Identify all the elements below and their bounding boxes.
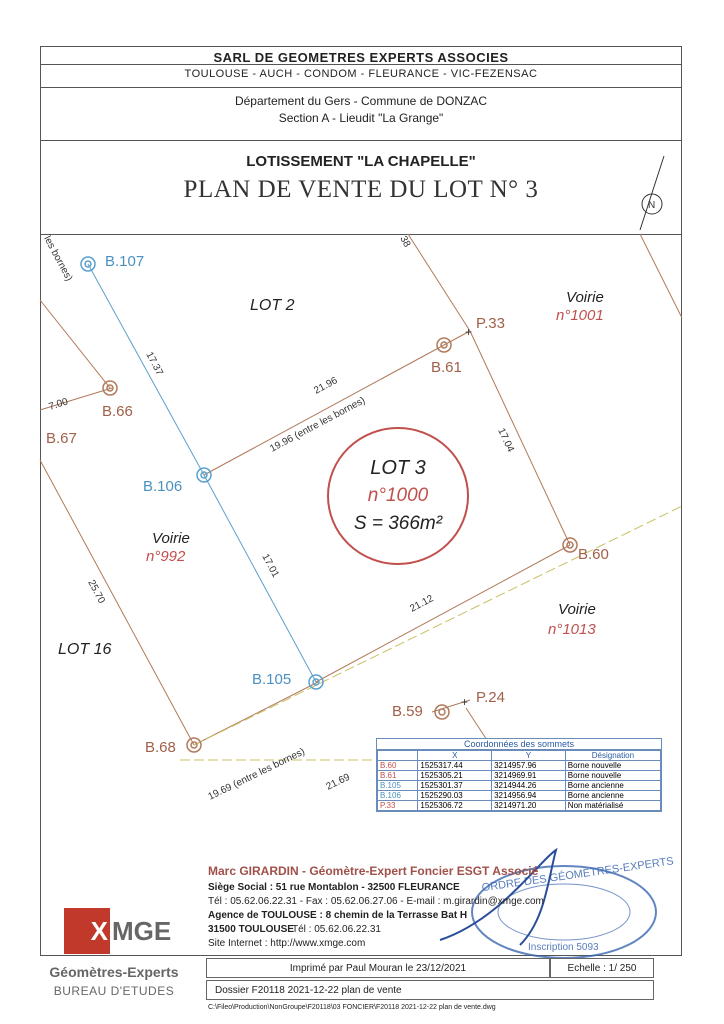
voirie-label: Voirie <box>152 530 190 547</box>
dim-2570: 25.70 <box>85 578 107 606</box>
voirie-label: Voirie <box>558 601 596 618</box>
point-p33: P.33 <box>476 315 505 332</box>
printed-box: Imprimé par Paul Mouran le 23/12/2021 <box>206 958 550 978</box>
lot2-label: LOT 2 <box>250 297 295 314</box>
coordinates-title: Coordonnées des sommets <box>377 739 661 750</box>
dim-1737: 17.37 <box>143 350 165 378</box>
coord-point: B.106 <box>378 791 418 801</box>
dim-bornes: les bornes) <box>41 234 75 284</box>
coord-designation: Borne nouvelle <box>565 761 660 771</box>
table-row <box>378 781 661 791</box>
lot3-title: LOT 3 <box>370 457 426 479</box>
coord-x: 1525305.21 <box>418 771 492 781</box>
dim-1704: 17.04 <box>495 426 516 454</box>
coord-x: 1525317.44 <box>418 761 492 771</box>
dim-1701: 17.01 <box>259 552 281 580</box>
coord-point: B.105 <box>378 781 418 791</box>
coord-y: 3214969.91 <box>492 771 566 781</box>
dim-2169: 21.69 <box>324 771 352 793</box>
point-b66: B.66 <box>102 403 133 420</box>
table-row <box>378 761 661 771</box>
lot3-area: S = 366m² <box>353 513 443 534</box>
point-b68: B.68 <box>145 739 176 756</box>
voirie-992: n°992 <box>146 548 186 565</box>
coord-header: Désignation <box>565 751 660 761</box>
coord-designation: Borne ancienne <box>565 791 660 801</box>
point-b67: B.67 <box>46 430 77 447</box>
file-path: C:\Fileo\Production\NonGroupe\F20118\03 FONCIER\F20118 2021-12-22 plan de vente.dwg <box>208 1004 496 1011</box>
firm-name: SARL DE GEOMETRES EXPERTS ASSOCIES <box>213 50 509 65</box>
dim-1969: 19.69 (entre les bornes) <box>206 746 307 803</box>
svg-text:+: + <box>461 695 469 709</box>
coord-x: 1525301.37 <box>418 781 492 791</box>
coord-header: X <box>418 751 492 761</box>
north-label: N <box>648 200 656 211</box>
stamp-text: ORDRE DES GÉOMÈTRES-EXPERTS <box>481 855 675 895</box>
coord-designation: Borne ancienne <box>565 781 660 791</box>
coord-y: 3214944.26 <box>492 781 566 791</box>
site-line: Site Internet : http://www.xmge.com <box>208 938 366 949</box>
plan-title: PLAN DE VENTE DU LOT N° 3 <box>183 176 539 203</box>
firm-cities: TOULOUSE - AUCH - CONDOM - FLEURANCE - VIC-FEZENSAC <box>184 68 538 80</box>
point-b59: B.59 <box>392 703 423 720</box>
coord-x: 1525306.72 <box>418 801 492 811</box>
section-line: Section A - Lieudit "La Grange" <box>278 111 444 125</box>
coord-header: Y <box>492 751 566 761</box>
agence-line: Agence de TOULOUSE : 8 chemin de la Terrasse Bat H <box>208 910 468 921</box>
dim-700: 7.00 <box>47 396 70 413</box>
dim-2196: 21.96 <box>312 375 340 397</box>
coord-x: 1525290.03 <box>418 791 492 801</box>
coordinates-table <box>376 738 662 812</box>
coordinates-header-row <box>378 751 661 761</box>
stamp-inscription: Inscription 5093 <box>528 942 599 953</box>
logo-x: X <box>64 908 110 954</box>
logo-rest: MGE <box>112 916 172 946</box>
dossier-box: Dossier F20118 2021-12-22 plan de vente <box>206 980 654 1000</box>
author-line: Marc GIRARDIN - Géomètre-Expert Foncier ESGT Associé <box>208 864 539 878</box>
coord-point: B.60 <box>378 761 418 771</box>
north-arrow-icon <box>640 156 664 230</box>
voirie-1001: n°1001 <box>556 307 604 324</box>
coord-y: 3214956.94 <box>492 791 566 801</box>
toulouse-line: 31500 TOULOUSE <box>208 924 294 935</box>
logo-subtitle: Géomètres-Experts <box>49 964 179 980</box>
point-b107: B.107 <box>105 253 145 270</box>
lot3-number: n°1000 <box>367 485 429 506</box>
point-p24: P.24 <box>476 689 505 706</box>
lotissement-title: LOTISSEMENT "LA CHAPELLE" <box>246 153 476 170</box>
point-b105: B.105 <box>252 671 292 688</box>
table-row <box>378 791 661 801</box>
scale-box: Echelle : 1/ 250 <box>550 958 654 978</box>
dim-38: 38 <box>397 234 413 250</box>
coord-point: B.61 <box>378 771 418 781</box>
coord-header <box>378 751 418 761</box>
table-row <box>378 801 661 811</box>
dim-2112: 21.12 <box>408 593 436 615</box>
coord-designation: Borne nouvelle <box>565 771 660 781</box>
department-line: Département du Gers - Commune de DONZAC <box>234 94 488 108</box>
siege-line: Siège Social : 51 rue Montablon - 32500 FLEURANCE <box>208 882 460 893</box>
coord-y: 3214971.20 <box>492 801 566 811</box>
voirie-1013: n°1013 <box>548 621 596 638</box>
point-b61: B.61 <box>431 359 462 376</box>
toulouse-tel: Tél : 05.62.06.22.31 <box>292 924 381 935</box>
coord-point: P.33 <box>378 801 418 811</box>
table-row <box>378 771 661 781</box>
dim-1996: 19.96 (entre les bornes) <box>268 395 368 455</box>
point-b106: B.106 <box>143 478 183 495</box>
point-b60: B.60 <box>578 546 609 563</box>
xmge-logo <box>64 908 172 954</box>
voirie-label: Voirie <box>566 289 604 306</box>
coord-y: 3214957.96 <box>492 761 566 771</box>
tel-line: Tél : 05.62.06.22.31 - Fax : 05.62.06.27.06 - E-mail : m.girardin@xmge.com <box>208 896 544 907</box>
coord-designation: Non matérialisé <box>565 801 660 811</box>
logo-subtitle2: BUREAU D'ETUDES <box>53 984 175 998</box>
lot16-label: LOT 16 <box>58 641 112 658</box>
svg-text:+: + <box>465 325 473 339</box>
